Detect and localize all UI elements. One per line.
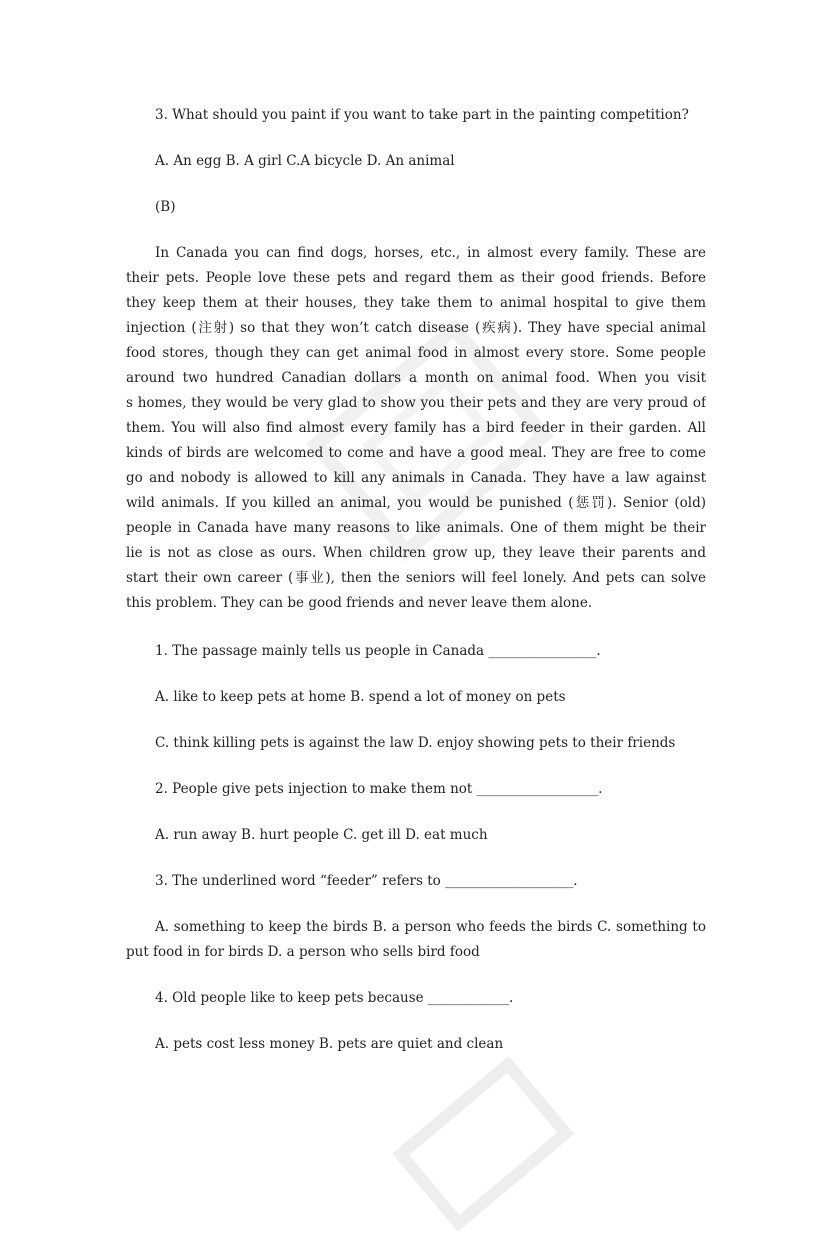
- passage-line: people in Canada have many reasons to like animals. One of them might be their: [126, 520, 706, 536]
- passage-line: start their own career (事业), then the seniors will feel lonely. And pets can solve: [126, 570, 706, 586]
- question-3-options-line1: A. something to keep the birds B. a person who feeds the birds C. something to: [155, 919, 706, 935]
- question-3: 3. The underlined word “feeder” refers to ___________________.: [155, 873, 578, 889]
- passage-line: s homes, they would be very glad to show you their pets and they are very proud of: [126, 395, 706, 411]
- watermark-bottom: [365, 1030, 595, 1250]
- section-label: (B): [155, 199, 176, 215]
- question-2-options: A. run away B. hurt people C. get ill D. eat much: [155, 827, 488, 843]
- passage-line: around two hundred Canadian dollars a month on animal food. When you visit: [126, 370, 706, 386]
- question-4: 4. Old people like to keep pets because ____________.: [155, 990, 514, 1006]
- passage-line: In Canada you can find dogs, horses, etc., in almost every family. These are: [155, 245, 706, 261]
- passage-line: go and nobody is allowed to kill any animals in Canada. They have a law against: [126, 470, 706, 486]
- question-3-prev-options: A. An egg B. A girl C.A bicycle D. An animal: [155, 153, 455, 169]
- passage-line: wild animals. If you killed an animal, you would be punished (惩罚). Senior (old): [126, 495, 706, 511]
- passage-line: injection (注射) so that they won’t catch disease (疾病). They have special animal: [126, 320, 706, 336]
- question-1-options-a: A. like to keep pets at home B. spend a lot of money on pets: [155, 689, 566, 705]
- passage-line: their pets. People love these pets and regard them as their good friends. Before: [126, 270, 706, 286]
- question-3-options-line2: put food in for birds D. a person who sells bird food: [126, 944, 480, 960]
- passage-line: this problem. They can be good friends and never leave them alone.: [126, 595, 593, 611]
- question-2: 2. People give pets injection to make them not __________________.: [155, 781, 603, 797]
- question-3-prev: 3. What should you paint if you want to take part in the painting competition?: [155, 107, 689, 123]
- question-1-options-b: C. think killing pets is against the law D. enjoy showing pets to their friends: [155, 735, 676, 751]
- question-1: 1. The passage mainly tells us people in Canada ________________.: [155, 643, 601, 659]
- question-4-options: A. pets cost less money B. pets are quiet and clean: [155, 1036, 504, 1052]
- passage-line: they keep them at their houses, they take them to animal hospital to give them: [126, 295, 706, 311]
- passage-line: them. You will also find almost every family has a bird feeder in their garden. All: [126, 420, 706, 436]
- passage-line: food stores, though they can get animal food in almost every store. Some people: [126, 345, 706, 361]
- passage-line: lie is not as close as ours. When children grow up, they leave their parents and: [126, 545, 706, 561]
- passage-line: kinds of birds are welcomed to come and have a good meal. They are free to come: [126, 445, 706, 461]
